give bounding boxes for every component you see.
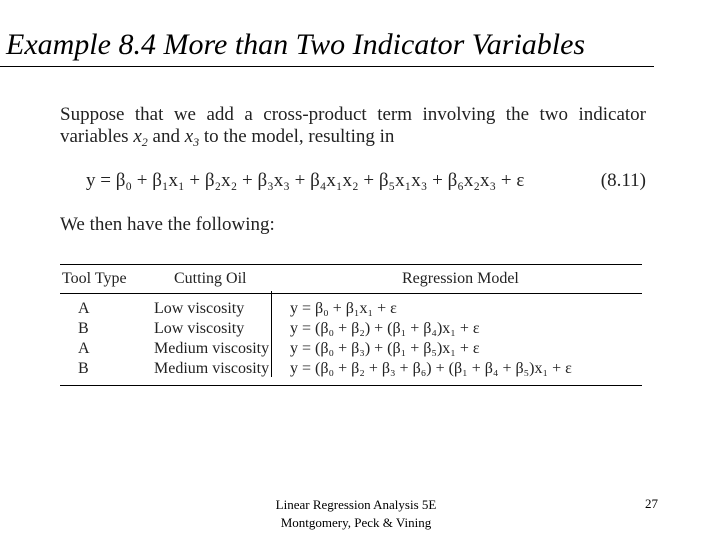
paragraph-line-2 [60, 126, 646, 148]
equation-8-11 [86, 170, 646, 192]
equation-number: (8.11) [600, 170, 646, 191]
header-tool-type: Tool Type [62, 270, 127, 287]
cell-cutting-oil: Low viscosity [154, 320, 245, 337]
paragraph-prefix: variables [60, 126, 134, 147]
cell-regression-model: y = (β₀ + β₂) + (β₁ + β₄)x₁ + ε [290, 320, 480, 337]
intro-paragraph [60, 104, 646, 148]
slide-title: Example 8.4 More than Two Indicator Variables [6, 28, 586, 61]
cell-tool-type: B [78, 360, 89, 377]
footer-book-title: Linear Regression Analysis 5E [275, 497, 437, 512]
cell-cutting-oil: Medium viscosity [154, 360, 270, 377]
cell-regression-model: y = (β₀ + β₃) + (β₁ + β₅)x₁ + ε [290, 340, 480, 357]
table-header-rule [60, 293, 642, 294]
table-bottom-rule [60, 385, 642, 386]
table-top-rule [60, 264, 642, 265]
slide-footer [256, 496, 456, 532]
cell-regression-model: y = (β₀ + β₂ + β₃ + β₆) + (β₁ + β₄ + β₅)x₁ + ε [290, 360, 572, 377]
paragraph-suffix: to the model, resulting in [199, 126, 395, 147]
table-row [0, 300, 720, 320]
table-row [0, 320, 720, 340]
cell-cutting-oil: Medium viscosity [154, 340, 270, 357]
page-number: 27 [645, 496, 658, 511]
table-row [0, 340, 720, 360]
variable-x2: $x_2$ [133, 126, 148, 149]
paragraph-conjunction: and [147, 126, 185, 147]
cell-tool-type: A [78, 340, 90, 357]
paragraph-line-1: Suppose that we add a cross-product term involving the two indicator [60, 104, 646, 125]
footer-authors: Montgomery, Peck & Vining [280, 515, 432, 530]
table-row [0, 360, 720, 380]
cell-cutting-oil: Low viscosity [154, 300, 245, 317]
cell-regression-model: y = β₀ + β₁x₁ + ε [290, 300, 397, 317]
table-intro: We then have the following: [60, 214, 275, 235]
header-regression-model: Regression Model [402, 270, 519, 287]
title-underline [0, 66, 654, 67]
cell-tool-type: A [78, 300, 90, 317]
equation-text: y = β₀ + β₁x₁ + β₂x₂ + β₃x₃ + β₄x₁x₂ + β₅x₁x₃ + β₆x₂x₃ + ε [86, 170, 525, 191]
variable-x3: $x_3$ [184, 126, 200, 149]
cell-tool-type: B [78, 320, 89, 337]
header-cutting-oil: Cutting Oil [174, 270, 247, 287]
